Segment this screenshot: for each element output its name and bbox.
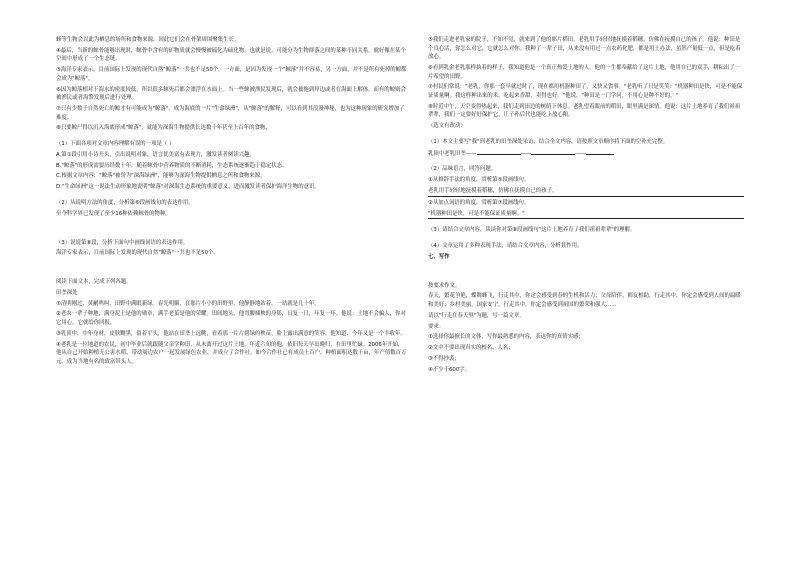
paragraph: ③乳顶中，中年身材，皮肤黝黑，留着平头，他站在田垄上远眺，看着那一片片碧绿的秧苗，脸上露出满意的笑容。他知道，今年又是一个丰收年。: [56, 330, 406, 337]
question-stem: （1）下面各项对文章内容理解有误的一项是（ ）: [56, 141, 175, 148]
paragraph: ⑥因为鲸落相对于海水的密度较低，所以很多鲸死后都会漂浮在水面上。当一些鲸被渔民发现后，就会被拖到岸边或者在海面上解体，而有的鲸则会被渔民或者海警发现后进行处理。: [56, 86, 406, 102]
reading-prompt: 阅读下面文本，完成下列各题。: [56, 279, 132, 286]
quoted-sentence: 海洋专家表示，目前国际上发现的现代自然"鲸落"一共也不足50个。: [56, 250, 219, 257]
source-note: （选文有改动）: [428, 123, 466, 130]
requirement-item: ④不少于600字。: [428, 366, 471, 373]
paragraph: ②老农一辈子种地，满身泥土是他的勋章，满手老茧是他的荣耀。田间地头，他弯腰插秧的身影，日复一日，年复一年。他说：土地不会骗人，你对它用心，它就给你回报。: [56, 311, 406, 327]
paragraph: ⑤海洋专家表示，目前国际上发现的现代自然"鲸落"一共也不足50个。一方面，是因为发现一个"鲸落"并不容易，另一方面，并不是所有死掉的鲸都会成为"鲸落"。: [56, 67, 407, 82]
paragraph: 请以"行走在春天里"为题，写一篇文章。: [428, 312, 525, 319]
right-column: [428, 36, 744, 377]
paragraph: ⑧时近中午，天空变得热起来，我们走到田边的树荫下休息。老乳望着眼前的稻田，眼里满是深情。他说：这片土地养育了我们祖祖辈辈，我们一定要好好保护它，让子孙后代也能吃上放心粮。: [428, 103, 741, 119]
option-a: A.第①段引用小诗开头，引出说明对象，语言优美富有表现力，激发读者阅读兴趣。: [56, 151, 255, 158]
paragraph: 春天，繁花争艳，蝶舞蜂飞，行走其中，你定会感受到春的生机和活力；父母陪伴，师友相助，行走其中，你定会感受到人间的温暖和美好；乡村美丽，国家安宁，行走其中，你定会感受到祖国的繁荣和强大……: [428, 293, 741, 309]
writing-prompt: 按要求作文。: [428, 282, 461, 289]
requirements-label: 要求：: [428, 323, 445, 330]
paragraph: ④老乳是一位地道的农民，初中毕业后就跟随父亲学种田，从未离开过这片土地。年近六旬的他，依旧每天早出晚归，在田里忙碌。2006年开始，他从自己开始种植无公害水稻，带动周边农户一起发展绿色农业，并成立了合作社。如今合作社已有成员上百户，种植面积达数千亩，年产值数百万元，成为当地有名的致富带头人。: [56, 341, 407, 365]
question-stem: （4）文章运用了多种表现手法，请结合文章内容，分析其作用。: [428, 243, 583, 250]
sub-question: ②从加点词语的角度，赏析第⑦段画线句。: [428, 199, 530, 206]
answer-blank[interactable]: [531, 149, 575, 155]
quoted-sentence: 老乳用手轻轻地抚摸着稻穗，仿佛在抚摸自己的孩子。: [428, 187, 744, 197]
requirement-item: ③不得抄袭；: [428, 355, 460, 362]
paragraph: ①清明刚过，黄鹂鸣叫，田野中满眼新绿。春光明媚，在那片小小的田野里，他静静地站着，一站就是几十年。: [56, 300, 320, 307]
paragraph: ④最后，当新的鲸骨能够出现时，鲸骨中含有的矿物质就会慢慢被硫化为硫化物，也就是说，可能分为生物群落之间的某种不同关系，就好像在某个空间中形成了一个生态链。: [56, 47, 406, 63]
answer-blank[interactable]: [477, 149, 521, 155]
answer-prefix: 乳顶中老乳田垄——: [428, 150, 477, 157]
left-column: [56, 36, 408, 369]
sub-question: ①从修辞手法的角度，赏析第⑤段画线句。: [428, 177, 530, 184]
requirement-item: ①选择你最擅长的文体，写你最熟悉的内容，表达你的真情实感；: [428, 334, 584, 341]
requirement-item: ②文中不要出现真实的校名、人名；: [428, 345, 514, 352]
paragraph: ⑦只有少数于自然死亡的鲸才有可能成为"鲸落"，成为海底的一片"生命绿洲"，从"鲸落"的解释，可以看到其浪漫神秘，也为这种现象的研究增加了难度。: [56, 105, 405, 121]
question-stem: （2）品味语言，回答问题。: [428, 166, 497, 173]
option-d: D."生命绿洲"这一说法生动形象地说明"鲸落"对深海生态系统的重要意义，进而激发读者保护海洋生物的意识。: [56, 184, 320, 191]
question-stem: （3）请结合文章内容，谈谈你对第⑧段画线句"这片土地养育了我们祖祖辈辈"的理解。: [428, 227, 636, 234]
answer-blank[interactable]: [586, 149, 614, 155]
question-stem: （3）说说第⑧段，分析下面句中画线词语的表达作用。: [56, 239, 189, 246]
quoted-sentence: 至今科学界已发现了至少16种依赖鲸骨的物种。: [56, 210, 171, 217]
quoted-sentence: "机器种田是快，可是不能保证质量啊。": [428, 210, 744, 220]
paragraph: ⑦村民们常说："老乳，你那一套早就过时了，现在都用机器种田了，又快又省事。"老乳听了只是笑笑："机器种田是快，可是不能保证质量啊。我这样种出来的米，吃起来香甜，卖得也好。"他说，"种田是一门学问，不用心是种不好的。": [428, 84, 743, 99]
question-stem: （1）本文主要写"我"到老乳的田垄深处采访，结合全文内容，请按照文章顺序将下面的空补充完整。: [428, 138, 669, 145]
option-b: B."鲸落"的形成需要历经数十年，随着鲸骨中营养物质的不断消耗，生态系统逐渐趋于稳定状态。: [56, 162, 288, 169]
paragraph: ⑧只要鲸尸得以沉入海底形成"鲸落"，就能为深海生物提供长达数十年甚至上百年的食物，: [56, 125, 271, 132]
paragraph: ⑤我们走进老乳家的院子，不知不觉，就来到了他的那片稻田。老乳用手轻轻地抚摸着稻穗，仿佛在抚摸自己的孩子。他说：种田是个良心活，你怎么对它，它就怎么对你。我种了一辈子田，从来没有用过一点农药化肥，都是用土办法，虽然产量低一点，但是吃着放心。: [428, 37, 741, 61]
answer-line: 乳顶中老乳田垄—— —— ——: [428, 149, 744, 159]
paragraph: 蜂等生物会以此为栖息的场所和食物来源，因此它们会在骨架周围聚集生长。: [56, 37, 240, 43]
paragraph: ⑥看到乳金老乳那样执着的样子，我知道他是一个真正热爱土地的人，他的一生都奉献给了这片土地，他用自己的双手，耕耘出了一片希望的田野。: [428, 64, 741, 80]
question-stem: （2）从说明方法的角度，分析第⑥段画线句的表达作用。: [56, 199, 194, 206]
option-c: C.根据文章内容，"鲸落"被誉为"深海绿洲"，能够为深海生物提供栖息之所和食物来源。: [56, 173, 266, 180]
section-title: 七、写作: [428, 253, 450, 260]
story-title: 田垄深处: [56, 289, 78, 296]
